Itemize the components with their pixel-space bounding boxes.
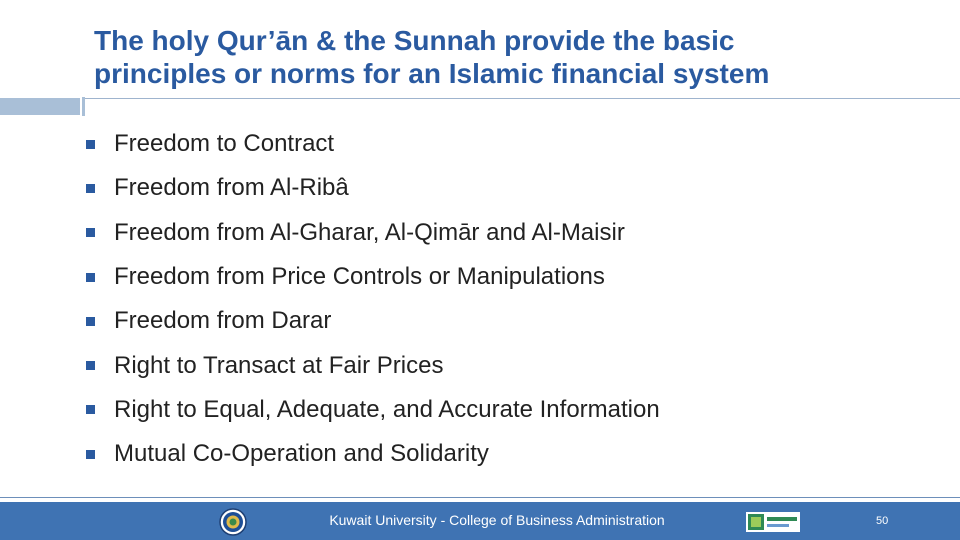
bullet-text: Freedom from Al-Ribâ xyxy=(114,174,349,202)
bullet-item xyxy=(86,122,660,166)
title-line-2: principles or norms for an Islamic financial system xyxy=(94,58,770,89)
slide-title xyxy=(94,24,934,90)
bullet-text: Right to Equal, Adequate, and Accurate Information xyxy=(114,395,660,423)
bullet-text: Right to Transact at Fair Prices xyxy=(114,351,444,379)
footer-rule xyxy=(0,497,960,498)
bullet-text: Freedom from Al-Gharar, Al-Qimār and Al-Maisir xyxy=(114,218,625,246)
bullet-text: Freedom from Darar xyxy=(114,307,332,335)
header-accent-bar xyxy=(0,98,80,115)
bullet-text: Mutual Co-Operation and Solidarity xyxy=(114,440,489,468)
bullet-item xyxy=(86,299,660,343)
bullet-list xyxy=(86,122,660,476)
square-bullet-icon xyxy=(86,273,95,282)
square-bullet-icon xyxy=(86,450,95,459)
footer-bar xyxy=(0,502,960,540)
bullet-item xyxy=(86,166,660,210)
square-bullet-icon xyxy=(86,361,95,370)
square-bullet-icon xyxy=(86,405,95,414)
bullet-item xyxy=(86,432,660,476)
bullet-item xyxy=(86,255,660,299)
header-divider-tick xyxy=(82,97,85,116)
square-bullet-icon xyxy=(86,140,95,149)
square-bullet-icon xyxy=(86,317,95,326)
title-line-1: The holy Qur’ān & the Sunnah provide the basic xyxy=(94,25,735,56)
square-bullet-icon xyxy=(86,228,95,237)
header-rule xyxy=(85,98,960,99)
page-number: 50 xyxy=(876,515,889,527)
footer-text: Kuwait University - College of Business Administration xyxy=(329,512,665,528)
cba-logo-icon xyxy=(746,512,800,532)
square-bullet-icon xyxy=(86,184,95,193)
bullet-item xyxy=(86,211,660,255)
bullet-text: Freedom to Contract xyxy=(114,130,335,158)
bullet-text: Freedom from Price Controls or Manipulations xyxy=(114,263,605,291)
bullet-item xyxy=(86,343,660,387)
bullet-item xyxy=(86,388,660,432)
